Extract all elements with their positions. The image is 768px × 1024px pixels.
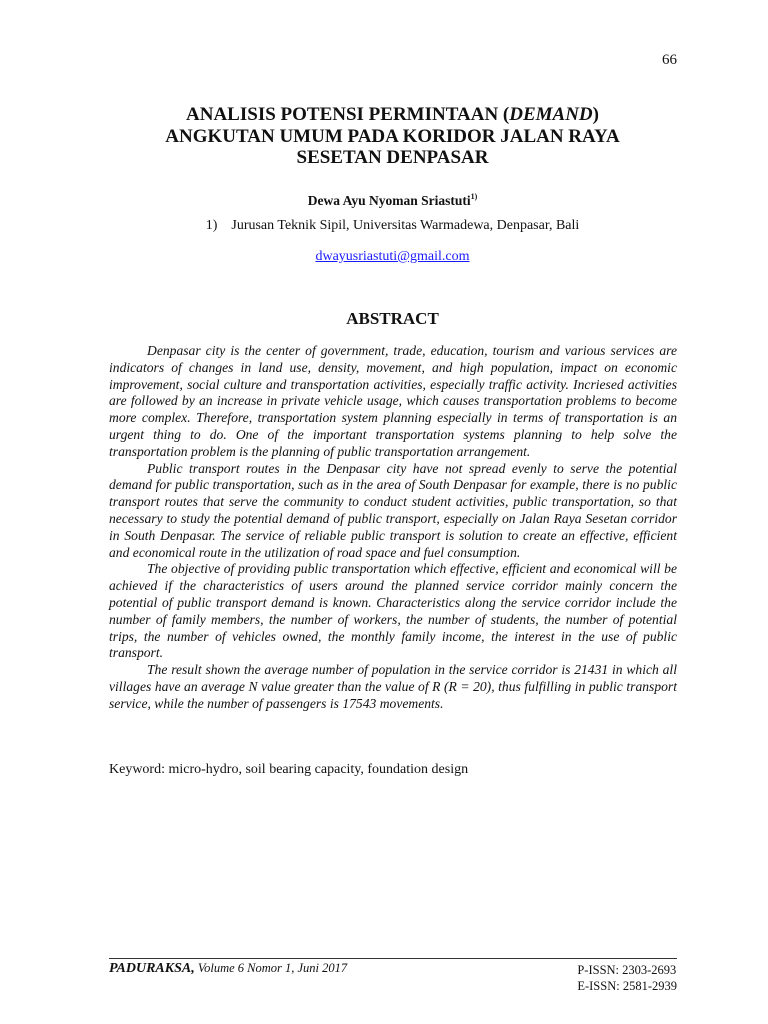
page-number: 66 [662, 52, 677, 68]
abstract-paragraph: The objective of providing public transportation which effective, efficient and economical will be achieved if the characteristics of users around the planned service corridor mainly concern the potential of public transport demand is known. Characteristics along the service corridor include the number of family members, the number of workers, the number of students, the number of potential trips, the number of vehicles owned, the monthly family income, the interest in the use of public transport. [109, 561, 677, 661]
footer-issn [577, 963, 677, 994]
abstract-paragraph: The result shown the average number of population in the service corridor is 21431 in which all villages have an average N value greater than the value of R (R = 20), thus fulfilling in public transport service, while the number of passengers is 17543 movements. [109, 662, 677, 711]
author [110, 192, 675, 209]
author-email [110, 249, 675, 265]
abstract-body [109, 343, 677, 713]
title-line-1-pre: ANALISIS POTENSI PERMINTAAN ( [186, 104, 510, 125]
keywords: Keyword: micro-hydro, soil bearing capacity, foundation design [109, 762, 469, 777]
email-link[interactable]: dwayusriastuti@gmail.com [315, 249, 470, 264]
title-line-1-post: ) [592, 104, 599, 125]
footer-p-issn: P-ISSN: 2303-2693 [577, 963, 677, 977]
title-demand-italic: DEMAND [509, 104, 593, 125]
title-line-2: ANGKUTAN UMUM PADA KORIDOR JALAN RAYA [165, 125, 620, 147]
paper-title [110, 104, 675, 169]
abstract-heading: ABSTRACT [346, 309, 439, 328]
title-line-3: SESETAN DENPASAR [296, 147, 489, 168]
author-name: Dewa Ayu Nyoman Sriastuti [307, 193, 471, 208]
author-superscript: 1) [470, 192, 478, 201]
affiliation: 1) Jurusan Teknik Sipil, Universitas Warmadewa, Denpasar, Bali [205, 218, 580, 233]
title-line-1 [110, 104, 675, 126]
abstract-paragraph: Denpasar city is the center of government, trade, education, tourism and various services are indicators of changes in land use, density, movement, and high population, impact on economic improvement, social culture and transportation activities, especially traffic activity. Incriesed activities are followed by an increase in private vehicle usage, which causes transportation problems to become more complex. Therefore, transportation system planning especially in terms of transportation is an urgent thing to do. One of the important transportation systems planning to help solve the transportation problem is the planning of public transportation arrangement. [109, 343, 677, 459]
footer-divider [109, 958, 677, 959]
abstract-paragraph: Public transport routes in the Denpasar city have not spread evenly to serve the potential demand for public transportation, such as in the area of South Denpasar for example, there is no public transport routes that serve the community to conduct student activities, public transportation, so that necessary to study the potential demand of public transport, especially on Jalan Raya Sesetan corridor in South Denpasar. The service of reliable public transport is solution to create an effective, efficient and economical route in the utilization of road space and fuel consumption. [109, 460, 677, 560]
footer-e-issn: E-ISSN: 2581-2939 [577, 978, 677, 993]
footer-citation [109, 961, 347, 977]
footer-journal-name: PADURAKSA, [109, 961, 195, 976]
footer-volume: Volume 6 Nomor 1, Juni 2017 [194, 961, 348, 975]
